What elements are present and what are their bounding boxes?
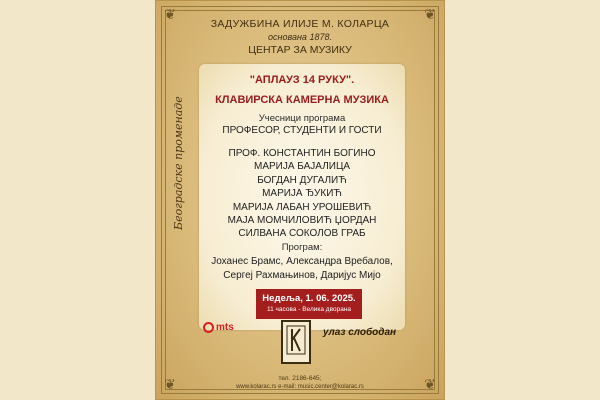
- program-label: Програм:: [281, 242, 323, 253]
- corner-ornament-icon: ❦: [424, 377, 436, 393]
- free-entry-note: улаз слободан: [323, 327, 397, 338]
- concert-time-venue: 11 часова - Велика дворана: [266, 306, 352, 313]
- corner-ornament-icon: ❦: [164, 377, 176, 393]
- program-line: Сергеј Рахмањинов, Даријус Мијо: [223, 270, 381, 281]
- corner-ornament-icon: ❦: [424, 7, 436, 23]
- contact-web-email: www.kolarac.rs e-mail: music.center@kolarac.rs: [236, 384, 364, 390]
- performer-name: БОГДАН ДУГАЛИЋ: [257, 174, 347, 186]
- kolarac-k-icon: [286, 325, 306, 355]
- concert-date: Недеља, 1. 06. 2025.: [262, 293, 356, 304]
- performer-name: МАРИЈА ЂУКИЋ: [262, 188, 342, 200]
- sponsor-logo: [203, 322, 234, 333]
- program-composers: [199, 255, 405, 283]
- poster-header: [155, 18, 445, 56]
- participants-label: Учесници програма: [258, 113, 346, 124]
- mts-ring-icon: [203, 322, 214, 333]
- concert-poster: [155, 0, 445, 400]
- concert-title: "АПЛАУЗ 14 РУКУ".: [249, 74, 355, 86]
- performer-name: СИЛВАНА СОКОЛОВ ГРАБ: [238, 228, 366, 240]
- kolarac-logo: [281, 320, 311, 364]
- performer-list: [199, 147, 405, 241]
- concert-subtitle: КЛАВИРСКА КАМЕРНА МУЗИКА: [215, 94, 389, 106]
- sponsor-name: mts: [216, 322, 234, 333]
- music-center-name: ЦЕНТАР ЗА МУЗИКУ: [248, 44, 352, 56]
- performer-name: МАЈА МОМЧИЛОВИЋ ЏОРДАН: [227, 215, 377, 227]
- foundation-name: ЗАДУЖБИНА ИЛИЈЕ М. КОЛАРЦА: [210, 18, 390, 30]
- date-badge: [256, 289, 362, 319]
- contact-phone: тел. 2186-645;: [278, 375, 322, 382]
- corner-ornament-icon: ❦: [164, 7, 176, 23]
- performer-name: МАРИЈА БАЈАЛИЦА: [253, 161, 351, 173]
- side-series-title: Београдске променаде: [172, 96, 185, 230]
- participants-group: ПРОФЕСОР, СТУДЕНТИ И ГОСТИ: [222, 125, 382, 136]
- performer-name: ПРОФ. КОНСТАНТИН БОГИНО: [228, 148, 376, 159]
- program-line: Јоханес Брамс, Александра Вребалов,: [211, 256, 393, 267]
- performer-name: МАРИЈА ЛАБАН УРОШЕВИЋ: [232, 201, 372, 213]
- founded-year: основана 1878.: [268, 32, 332, 42]
